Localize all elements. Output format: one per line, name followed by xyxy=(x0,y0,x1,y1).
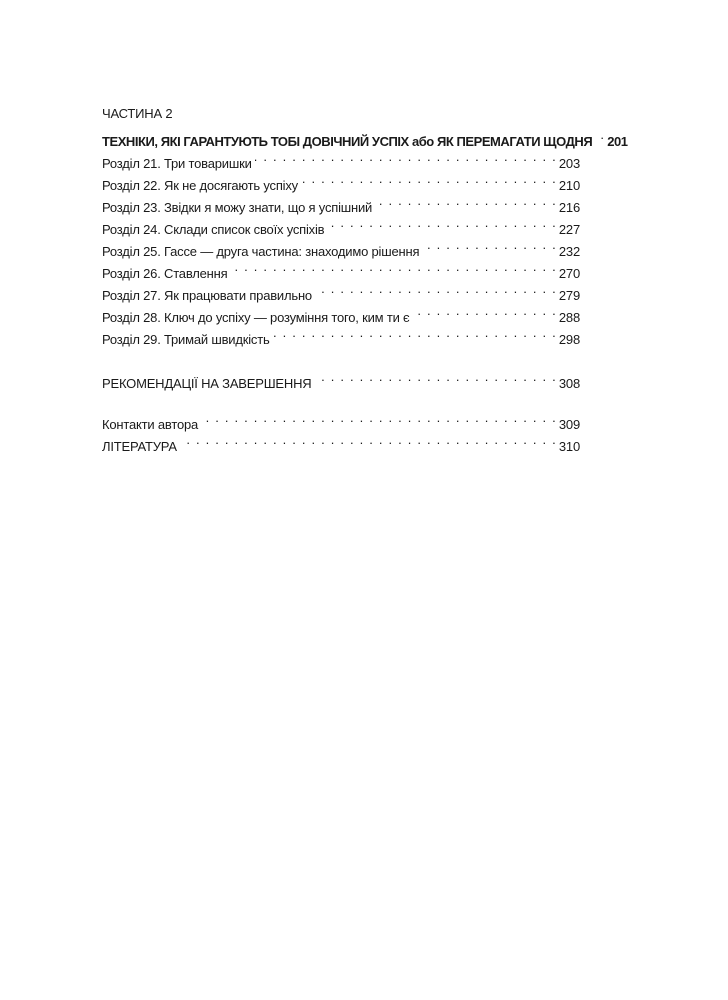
toc-entry-title: Розділ 21. Три товаришки xyxy=(102,156,252,171)
dot-leader xyxy=(375,190,557,212)
dot-leader xyxy=(255,146,557,168)
toc-entry-page: 210 xyxy=(558,178,580,193)
dot-leader xyxy=(201,407,557,429)
dot-leader xyxy=(230,256,556,278)
toc-entry-title: Розділ 27. Як працювати правильно xyxy=(102,288,312,303)
toc-entry-part-title xyxy=(102,124,628,149)
dot-leader xyxy=(273,322,557,344)
toc-entry-title: Розділ 25. Гассе — друга частина: знаходимо рішення xyxy=(102,244,420,259)
dot-leader xyxy=(315,278,557,300)
toc-entry-title: ТЕХНІКИ, ЯКІ ГАРАНТУЮТЬ ТОБІ ДОВІЧНИЙ УСПІХ або ЯК ПЕРЕМАГАТИ ЩОДНЯ xyxy=(102,134,593,149)
table-of-contents xyxy=(102,104,628,454)
toc-entry-page: 298 xyxy=(558,332,580,347)
dot-leader xyxy=(314,366,556,388)
toc-entry-title: Розділ 24. Склади список своїх успіхів xyxy=(102,222,325,237)
toc-entry-title: Розділ 22. Як не досягають успіху xyxy=(102,178,298,193)
toc-entry-page: 232 xyxy=(558,244,580,259)
toc-entry-page: 216 xyxy=(558,200,580,215)
toc-entry-title: Розділ 23. Звідки я можу знати, що я успішний xyxy=(102,200,373,215)
toc-entry-title: Розділ 26. Ставлення xyxy=(102,266,228,281)
dot-leader xyxy=(301,168,557,190)
toc-entry-page: 309 xyxy=(558,417,580,432)
toc-entry-title: ЛІТЕРАТУРА xyxy=(102,439,177,454)
dot-leader xyxy=(180,429,557,451)
toc-entry-page: 227 xyxy=(558,222,580,237)
toc-entry-page: 203 xyxy=(558,156,580,171)
dot-leader xyxy=(422,234,557,256)
toc-entry-page: 201 xyxy=(607,134,628,149)
part-heading: ЧАСТИНА 2 xyxy=(102,106,173,121)
dot-leader xyxy=(595,124,605,146)
dot-leader xyxy=(412,300,556,322)
toc-entry-page: 308 xyxy=(558,376,580,391)
toc-entry-page: 288 xyxy=(558,310,580,325)
toc-entry-title: Розділ 28. Ключ до успіху — розуміння того, ким ти є xyxy=(102,310,410,325)
toc-entry-title: Контакти автора xyxy=(102,417,199,432)
toc-entry-page: 310 xyxy=(558,439,580,454)
toc-entry-author-contacts xyxy=(102,407,580,432)
dot-leader xyxy=(327,212,557,234)
toc-entry-recommendations xyxy=(102,366,580,391)
toc-entry-title: Розділ 29. Тримай швидкість xyxy=(102,332,270,347)
toc-entry-page: 270 xyxy=(558,266,580,281)
toc-entry-title: РЕКОМЕНДАЦІЇ НА ЗАВЕРШЕННЯ xyxy=(102,376,312,391)
toc-entry-page: 279 xyxy=(558,288,580,303)
